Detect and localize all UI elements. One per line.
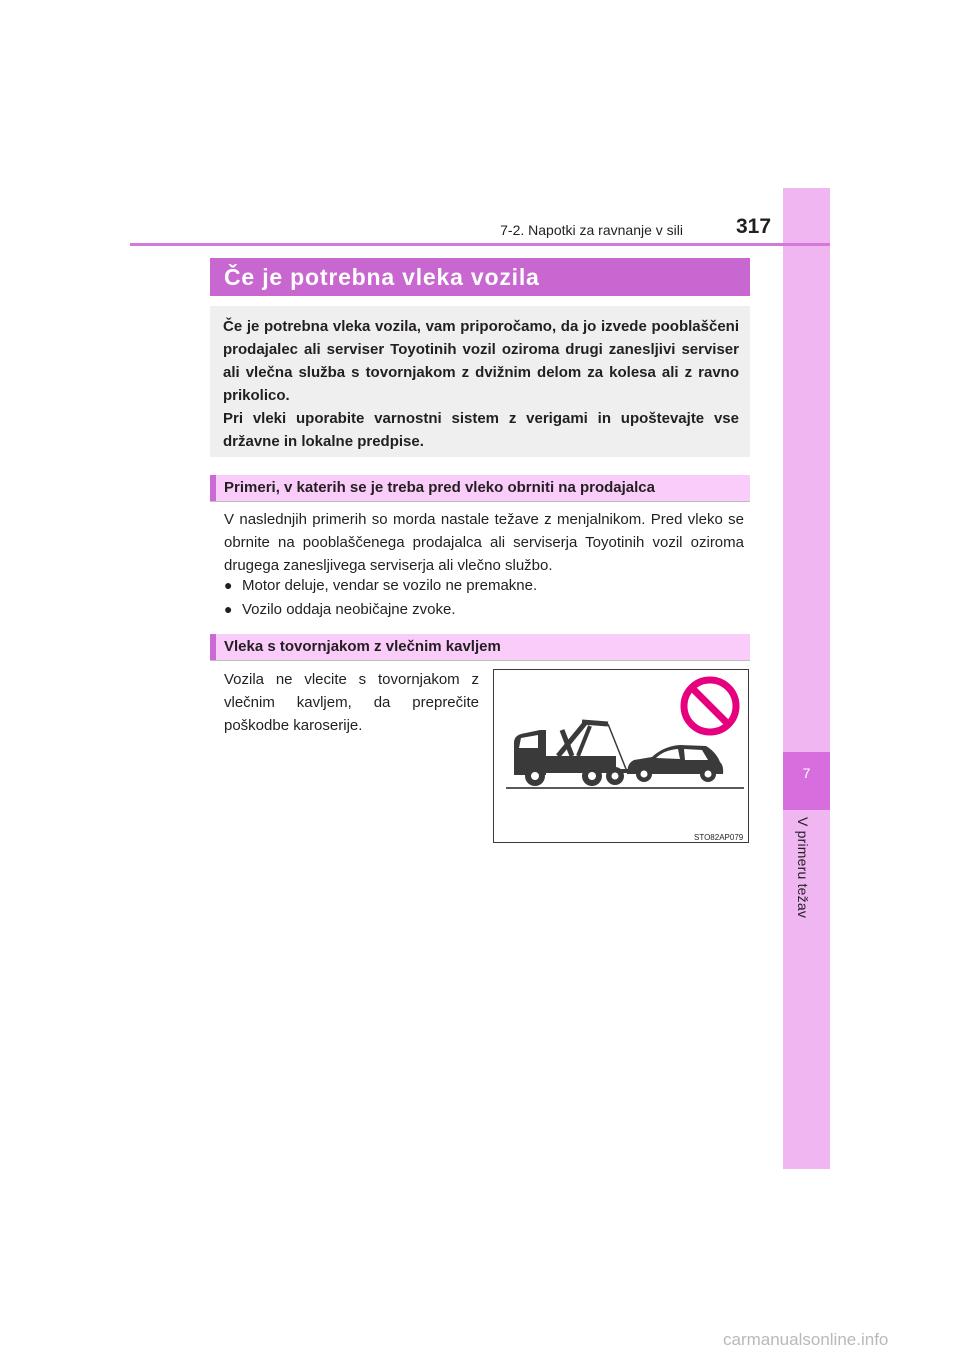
chapter-label: V primeru težav [795,817,811,919]
tow-truck-hook-prohibited-icon [494,670,750,844]
intro-paragraph-1: Če je potrebna vleka vozila, vam priporočamo, da jo izvede pooblaščeni prodajalec ali serviser Toyotinih vozil oziroma drugi zanesljivi serviser ali vlečna služba s tovornjakom z dvižnim delom za kolesa ali z ravno prikolico. [223,318,739,404]
page-number: 317 [736,215,772,238]
list-item [224,577,537,594]
section-heading-bar [210,475,216,501]
intro-paragraph-2: Pri vleki uporabite varnostni sistem z verigami in upoštevajte vse državne in lokalne predpise. [223,410,739,450]
chapter-side-tab [783,188,830,1169]
figure-code: STO82AP079 [694,833,744,842]
list-item [224,601,456,618]
section-heading-dealer [210,475,750,501]
bullet-icon: ● [224,601,233,617]
section-heading-tow-hook [210,634,750,660]
section-heading-text: Primeri, v katerih se je treba pred vleko obrniti na prodajalca [224,479,655,496]
list-item-text: Vozilo oddaja neobičajne zvoke. [242,601,456,618]
section-tow-hook-body: Vozila ne vlecite s tovornjakom z vlečnim kavljem, da preprečite poškodbe karoserije. [224,671,479,734]
bullet-icon: ● [224,577,233,593]
section-heading-underline [210,660,750,661]
section-heading-bar [210,634,216,660]
intro-text [223,315,739,453]
header-section-title: 7-2. Napotki za ravnanje v sili [500,222,683,238]
section-heading-underline [210,501,750,502]
list-item-text: Motor deluje, vendar se vozilo ne premakne. [242,577,538,594]
chapter-number: 7 [802,765,811,781]
section-dealer-body: V naslednjih primerih so morda nastale težave z menjalnikom. Pred vleko se obrnite na pooblaščenega prodajalca ali serviserja Toyotinih vozil oziroma drugega zanesljivega serviserja ali vlečno službo. [224,511,744,574]
chapter-number-box [783,752,830,810]
header-rule [130,243,830,246]
watermark: carmanualsonline.info [723,1330,889,1349]
tow-truck-figure [493,669,749,843]
page-title: Če je potrebna vleka vozila [224,264,540,290]
section-heading-text: Vleka s tovornjakom z vlečnim kavljem [224,638,501,655]
